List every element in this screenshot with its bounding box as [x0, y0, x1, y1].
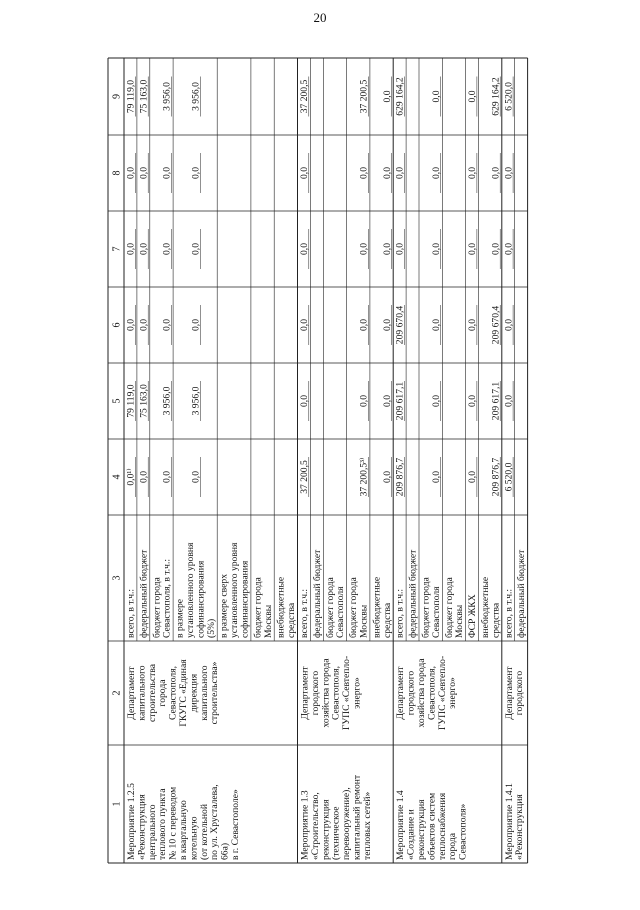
value-cell: 3 956,0 — [190, 386, 202, 416]
value-cell: 209 876,7 — [394, 457, 406, 497]
header-cell-4: 4 — [111, 474, 123, 480]
value-cell: 0,0 — [125, 167, 137, 179]
funding-source: всего, в т.ч.: — [299, 588, 310, 638]
value-cell: 0,0 — [138, 471, 150, 483]
value-cell: 0,0 — [299, 167, 310, 179]
value-cell: 0,0 — [381, 90, 393, 103]
value-cell: 209 670,4 — [394, 305, 406, 345]
funding-source: бюджет городаМосквы — [443, 577, 466, 638]
value-cell: 0,0 — [467, 319, 479, 331]
funding-source: всего, в т.ч.: — [394, 588, 406, 638]
value-cell: 6 520,0 — [503, 82, 515, 111]
value-cell: 0,0 — [430, 90, 442, 103]
header-cell-5: 5 — [111, 398, 123, 404]
value-cell: 0,0 — [381, 395, 393, 407]
value-cell: 0,0 — [430, 243, 442, 255]
executor-name: Департаментгородскогохозяйства городаСевастополя,ГУПС «Севтепло-энерго» — [395, 655, 459, 731]
value-cell: 0,0 — [138, 167, 150, 179]
measure-name: Мероприятие 1.4.1«Реконструкция — [503, 783, 526, 860]
executor-name: ДепартаменткапитальногостроительствагородаСевастополя,ГКУГС «Единаядирекциякапитальногостроительства» — [126, 659, 221, 727]
funding-source: ФСР ЖКХ — [467, 594, 479, 638]
value-cell: 3 956,0 — [190, 82, 202, 111]
value-cell: 0,0 — [430, 167, 442, 179]
value-cell: 0,0 — [138, 319, 150, 331]
value-cell: 0,0 — [299, 319, 310, 331]
value-cell: 0,0 — [490, 167, 502, 179]
value-cell: 0,0 — [430, 319, 442, 331]
header-cell-2: 2 — [111, 690, 123, 696]
value-cell: 629 164,2 — [490, 77, 502, 116]
page-number: 20 — [313, 10, 327, 25]
table-rotated-group — [108, 58, 528, 863]
header-cell-6: 6 — [111, 322, 123, 328]
value-cell: 37 200,5 — [299, 460, 310, 494]
value-cell: 79 119,0 — [125, 79, 137, 114]
value-cell: 209 617,1 — [394, 381, 406, 421]
funding-source: внебюджетныесредства — [275, 576, 298, 638]
executor-name: Департаментгородскогохозяйства городаСевастополя,ГУПС «Севтепло-энерго» — [299, 655, 363, 731]
value-cell: 0,0 — [190, 167, 202, 179]
value-cell: 3 956,0 — [161, 82, 173, 111]
value-cell: 0,0 — [430, 395, 442, 407]
funding-source: внебюджетныесредства — [480, 576, 502, 638]
value-cell: 0,0 — [467, 395, 479, 407]
value-cell: 0,0 — [358, 167, 370, 179]
value-cell: 209 876,7 — [490, 457, 502, 497]
funding-source: внебюджетныесредства — [371, 576, 393, 638]
value-cell: 0,0 — [381, 167, 393, 179]
value-cell: 0,0 — [381, 471, 393, 483]
value-cell: 0,0 — [190, 471, 202, 483]
funding-source: всего, в т.ч.: — [125, 588, 137, 638]
value-cell: 0,0 — [503, 243, 515, 255]
funding-source: бюджет городаСевастополя, в т.ч.: — [151, 558, 173, 638]
funding-source: федеральный бюджет — [516, 549, 528, 638]
value-cell: 0,0 — [503, 395, 515, 407]
value-cell: 0,0 — [299, 395, 310, 407]
value-cell: 3 956,0 — [161, 386, 173, 416]
header-cell-1: 1 — [111, 801, 123, 807]
value-cell: 0,0 — [430, 471, 442, 483]
value-cell: 0,0 — [161, 319, 173, 331]
header-cell-8: 8 — [111, 170, 123, 176]
value-cell: 0,0 — [358, 319, 370, 331]
value-cell: 0,0 — [358, 395, 370, 407]
funding-source: всего, в т.ч.: — [503, 588, 515, 638]
value-cell: 0,0 — [503, 319, 515, 331]
value-cell: 0,0¹⁾ — [125, 468, 137, 486]
funding-source: федеральный бюджет — [138, 549, 150, 638]
value-cell: 0,0 — [299, 243, 310, 255]
funding-source: бюджет городаМосквы — [348, 577, 370, 638]
value-cell: 37 200,5 — [299, 79, 310, 114]
value-cell: 37 200,5 — [358, 79, 370, 114]
value-cell: 0,0 — [467, 167, 479, 179]
value-cell: 0,0 — [394, 167, 406, 179]
value-cell: 0,0 — [394, 243, 406, 255]
value-cell: 0,0 — [125, 319, 137, 331]
value-cell: 0,0 — [161, 471, 173, 483]
funding-source: в размере сверхустановленного уровнясофинансирования — [218, 542, 251, 638]
funding-source: бюджет городаМосквы — [252, 577, 274, 638]
measure-name: Мероприятие 1.3«Строительство,реконструкция(техническоеперевооружение),капитальный ремонттепловых сетей» — [299, 774, 373, 860]
measure-name: Мероприятие 1.4«Создание иреконструкцияобъектов системтеплоснабжениягородаСевастополя» — [395, 790, 469, 860]
funding-source: бюджет городаСевастополя — [324, 577, 347, 638]
measure-name: Мероприятие 1.2.5«Реконструкцияцентральноготеплового пункта№ 10 с переводомв квартальнуюкотельную(от котельнойпо ул. Хрусталева,66а)в г. Севастополе» — [126, 783, 241, 860]
value-cell: 0,0 — [125, 243, 137, 255]
value-cell: 209 670,4 — [490, 305, 502, 345]
funding-source: федеральный бюджет — [311, 549, 323, 638]
value-cell: 0,0 — [381, 319, 393, 331]
value-cell: 0,0 — [467, 243, 479, 255]
header-cell-3: 3 — [111, 575, 123, 581]
value-cell: 0,0 — [358, 243, 370, 255]
value-cell: 0,0 — [161, 167, 173, 179]
value-cell: 0,0 — [467, 471, 479, 483]
header-cell-9: 9 — [111, 94, 123, 99]
value-cell: 79 119,0 — [125, 384, 137, 418]
value-cell: 75 163,0 — [138, 79, 150, 114]
value-cell: 209 617,1 — [490, 381, 502, 421]
value-cell: 629 164,2 — [394, 77, 406, 116]
executor-name: Департаментгородского — [503, 666, 526, 720]
value-cell: 37 200,5³⁾ — [358, 457, 370, 497]
funding-source: бюджет городаСевастополя — [420, 577, 442, 638]
value-cell: 6 520,0 — [503, 462, 515, 492]
funding-source: в размереустановленного уровнясофинансирования(5%) — [174, 542, 217, 638]
value-cell: 75 163,0 — [138, 384, 150, 418]
value-cell: 0,0 — [138, 243, 150, 255]
header-cell-7: 7 — [111, 246, 123, 252]
value-cell: 0,0 — [161, 243, 173, 255]
value-cell: 0,0 — [503, 167, 515, 179]
value-cell: 0,0 — [190, 243, 202, 255]
funding-source: федеральный бюджет — [407, 549, 419, 638]
value-cell: 0,0 — [467, 90, 479, 103]
value-cell: 0,0 — [381, 243, 393, 255]
value-cell: 0,0 — [190, 319, 202, 331]
value-cell: 0,0 — [490, 243, 502, 255]
